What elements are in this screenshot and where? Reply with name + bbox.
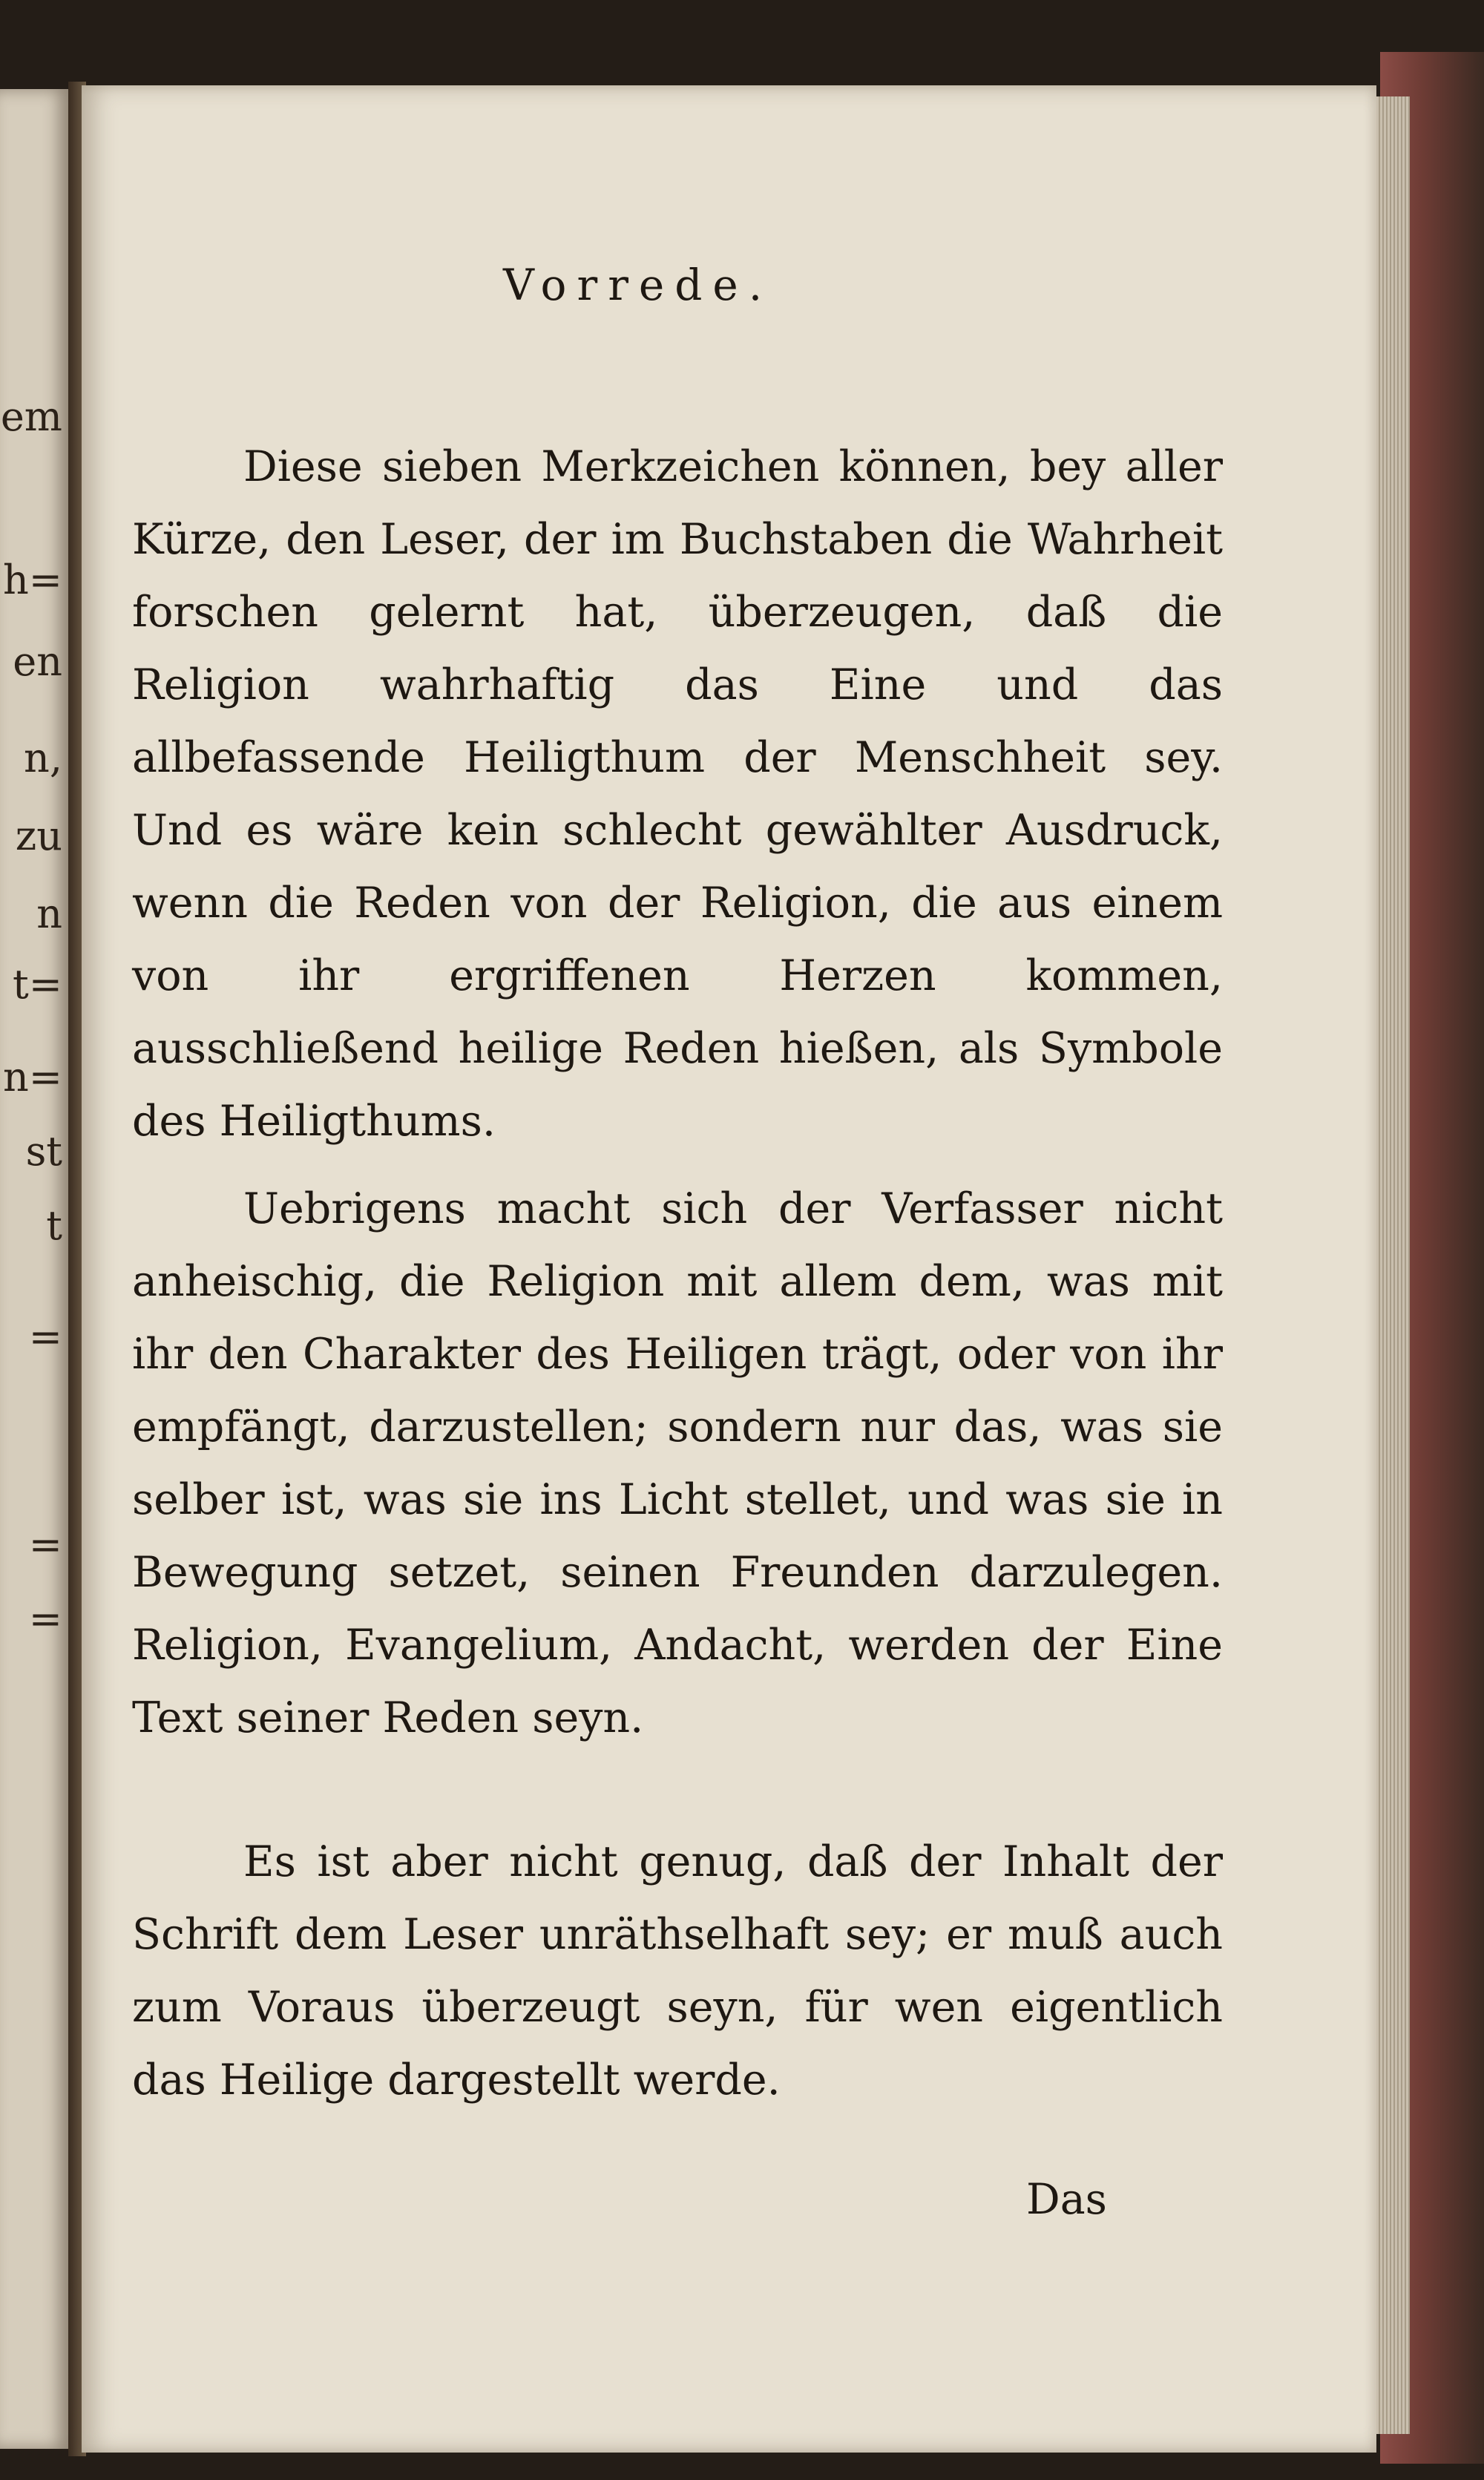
left-page-fragment: n= [2,1054,62,1100]
catchword: Das [1026,2175,1107,2224]
left-page-fragment: h= [2,557,62,603]
paragraph-1: Diese sieben Merkzeichen können, bey aller Kürze, den Leser, der im Buchstaben die Wahrheit forschen gelernt hat, überzeugen, daß die Religion wahrhaftig das Eine und das allbefassende Heiligthum der Menschheit sey. Und es wäre kein schlecht gewählter Ausdruck, wenn die Reden von der Religion, die aus einem von ihr ergriffenen Herzen kommen, ausschließend heilige Reden hießen, als Symbole des Heiligthums. [132,442,1223,1146]
left-page-fragment: n, [24,735,62,781]
left-page-fragment: st [25,1128,62,1175]
book-page [82,85,1376,2453]
left-page-fragment: t= [13,961,62,1008]
left-page-fragment: en [13,638,62,685]
paragraph-3: Es ist aber nicht genug, daß der Inhalt der Schrift dem Leser unräthselhaft sey; er muß auch zum Voraus überzeugt seyn, für wen eigentlich das Heilige dargestellt werde. [132,1837,1223,2105]
left-page-fragment: em [0,393,62,440]
left-page-fragment: n [36,890,62,937]
left-page-fragment: t [46,1202,62,1249]
left-facing-page [0,89,68,2449]
running-head: Vorrede. [503,260,773,310]
left-page-fragment: = [28,1313,62,1360]
left-page-fragment: zu [15,813,62,859]
paragraph-2: Uebrigens macht sich der Verfasser nicht anheischig, die Religion mit allem dem, was mit ihr den Charakter des Heiligen trägt, oder von ihr empfängt, darzustellen; sondern nur das, was sie selber ist, was sie ins Licht stellet, und was sie in Bewegung setzet, seinen Freunden darzulegen. Religion, Evangelium, Andacht, werden der Eine Text seiner Reden seyn. [132,1184,1223,1742]
left-page-fragment: = [28,1521,62,1568]
left-page-fragment: = [28,1595,62,1642]
